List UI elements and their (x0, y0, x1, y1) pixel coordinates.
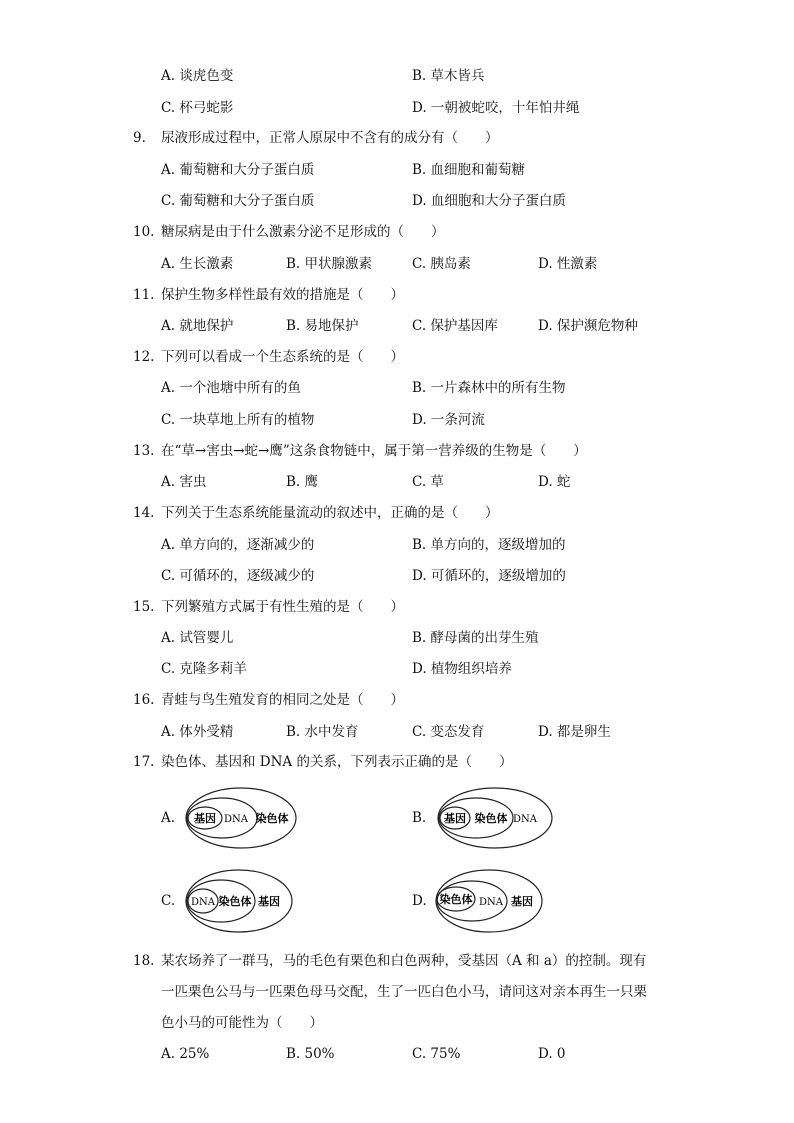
q9-stem: 尿液形成过程中，正常人原尿中不含有的成分有（ ） (161, 130, 499, 146)
q17a-dna-label: DNA (224, 814, 248, 825)
q8-option-b: B. 草木皆兵 (412, 68, 485, 84)
q11-option-c: C. 保护基因库 (412, 318, 498, 334)
q13-option-a: A. 害虫 (161, 474, 207, 490)
q15-number: 15. (133, 599, 155, 615)
q12-option-d: D. 一条河流 (412, 412, 485, 428)
q13-option-c: C. 草 (412, 474, 444, 490)
q18-number: 18. (133, 953, 155, 969)
q11-option-b: B. 易地保护 (286, 318, 359, 334)
q17a-gene-label: 基因 (194, 812, 216, 825)
q9-option-c: C. 葡萄糖和大分子蛋白质 (161, 193, 315, 209)
q10-stem: 糖尿病是由于什么激素分泌不足形成的（ ） (161, 224, 445, 240)
q8-option-c: C. 杯弓蛇影 (161, 100, 234, 116)
q18-stem-line1: 某农场养了一群马，马的毛色有栗色和白色两种，受基因（A 和 a）的控制。现有 (161, 953, 647, 969)
q16-option-b: B. 水中发育 (286, 724, 359, 740)
q17-option-a: A. (161, 810, 176, 826)
q15-option-b: B. 酵母菌的出芽生殖 (412, 630, 539, 646)
q17-option-b: B. (412, 810, 427, 826)
q11-option-d: D. 保护濒危物种 (538, 318, 638, 334)
q12-number: 12. (133, 349, 155, 365)
q17c-chromosome-label: 染色体 (218, 895, 252, 908)
q17d-dna-label: DNA (479, 897, 503, 908)
q12-stem: 下列可以看成一个生态系统的是（ ） (161, 349, 404, 365)
q17-number: 17. (133, 754, 155, 770)
q18-option-c: C. 75% (412, 1046, 461, 1062)
q16-option-a: A. 体外受精 (161, 724, 234, 740)
q15-option-c: C. 克隆多莉羊 (161, 661, 247, 677)
q9-option-b: B. 血细胞和葡萄糖 (412, 162, 526, 178)
q17b-chromosome-label: 染色体 (474, 812, 508, 825)
q13-option-d: D. 蛇 (538, 474, 571, 490)
q10-option-b: B. 甲状腺激素 (286, 256, 373, 272)
q18-stem-line2: 一匹栗色公马与一匹栗色母马交配，生了一匹白色小马，请问这对亲本再生一只栗 (161, 984, 647, 1000)
q17c-gene-label: 基因 (258, 895, 280, 908)
q17c-dna-label: DNA (191, 897, 215, 908)
q11-stem: 保护生物多样性最有效的措施是（ ） (161, 287, 404, 303)
q12-option-a: A. 一个池塘中所有的鱼 (161, 380, 301, 396)
q13-option-b: B. 鹰 (286, 474, 319, 490)
q18-option-b: B. 50% (286, 1046, 335, 1062)
q17-stem: 染色体、基因和 DNA 的关系，下列表示正确的是（ ） (161, 754, 513, 770)
q16-number: 16. (133, 692, 155, 708)
q10-option-d: D. 性激素 (538, 256, 598, 272)
q17-option-d: D. (412, 893, 427, 909)
q14-option-a: A. 单方向的，逐渐减少的 (161, 537, 315, 553)
q14-option-c: C. 可循环的，逐级减少的 (161, 568, 315, 584)
q9-number: 9. (133, 130, 146, 146)
q16-stem: 青蛙与鸟生殖发育的相同之处是（ ） (161, 692, 404, 708)
q17-diagram-d (434, 868, 544, 934)
q17-diagram-a (184, 786, 299, 850)
q15-stem: 下列繁殖方式属于有性生殖的是（ ） (161, 599, 404, 615)
q12-option-b: B. 一片森林中的所有生物 (412, 380, 566, 396)
q15-option-d: D. 植物组织培养 (412, 661, 512, 677)
q8-option-d: D. 一朝被蛇咬，十年怕井绳 (412, 100, 580, 116)
q9-option-a: A. 葡萄糖和大分子蛋白质 (161, 162, 315, 178)
q18-option-a: A. 25% (161, 1046, 210, 1062)
q17b-gene-label: 基因 (444, 812, 466, 825)
q10-number: 10. (133, 224, 155, 240)
q9-option-d: D. 血细胞和大分子蛋白质 (412, 193, 566, 209)
q17d-chromosome-label: 染色体 (439, 893, 473, 906)
q11-number: 11. (133, 287, 155, 303)
q11-option-a: A. 就地保护 (161, 318, 234, 334)
q17-diagram-b (436, 786, 554, 850)
q10-option-c: C. 胰岛素 (412, 256, 471, 272)
q18-option-d: D. 0 (538, 1046, 566, 1062)
q17a-chromosome-label: 染色体 (255, 812, 289, 825)
q13-stem: 在“草→害虫→蛇→鹰”这条食物链中，属于第一营养级的生物是（ ） (161, 443, 587, 459)
q16-option-c: C. 变态发育 (412, 724, 485, 740)
q10-option-a: A. 生长激素 (161, 256, 234, 272)
q17-option-c: C. (161, 893, 176, 909)
q15-option-a: A. 试管婴儿 (161, 630, 234, 646)
q18-stem-line3: 色小马的可能性为（ ） (161, 1015, 323, 1031)
q14-option-d: D. 可循环的，逐级增加的 (412, 568, 566, 584)
q14-number: 14. (133, 505, 155, 521)
q16-option-d: D. 都是卵生 (538, 724, 611, 740)
q12-option-c: C. 一块草地上所有的植物 (161, 412, 315, 428)
q14-option-b: B. 单方向的，逐级增加的 (412, 537, 566, 553)
q17d-gene-label: 基因 (511, 895, 533, 908)
q17b-dna-label: DNA (513, 814, 537, 825)
q8-option-a: A. 谈虎色变 (161, 68, 234, 84)
q14-stem: 下列关于生态系统能量流动的叙述中，正确的是（ ） (161, 505, 499, 521)
q17-diagram-c (184, 868, 294, 934)
q13-number: 13. (133, 443, 155, 459)
